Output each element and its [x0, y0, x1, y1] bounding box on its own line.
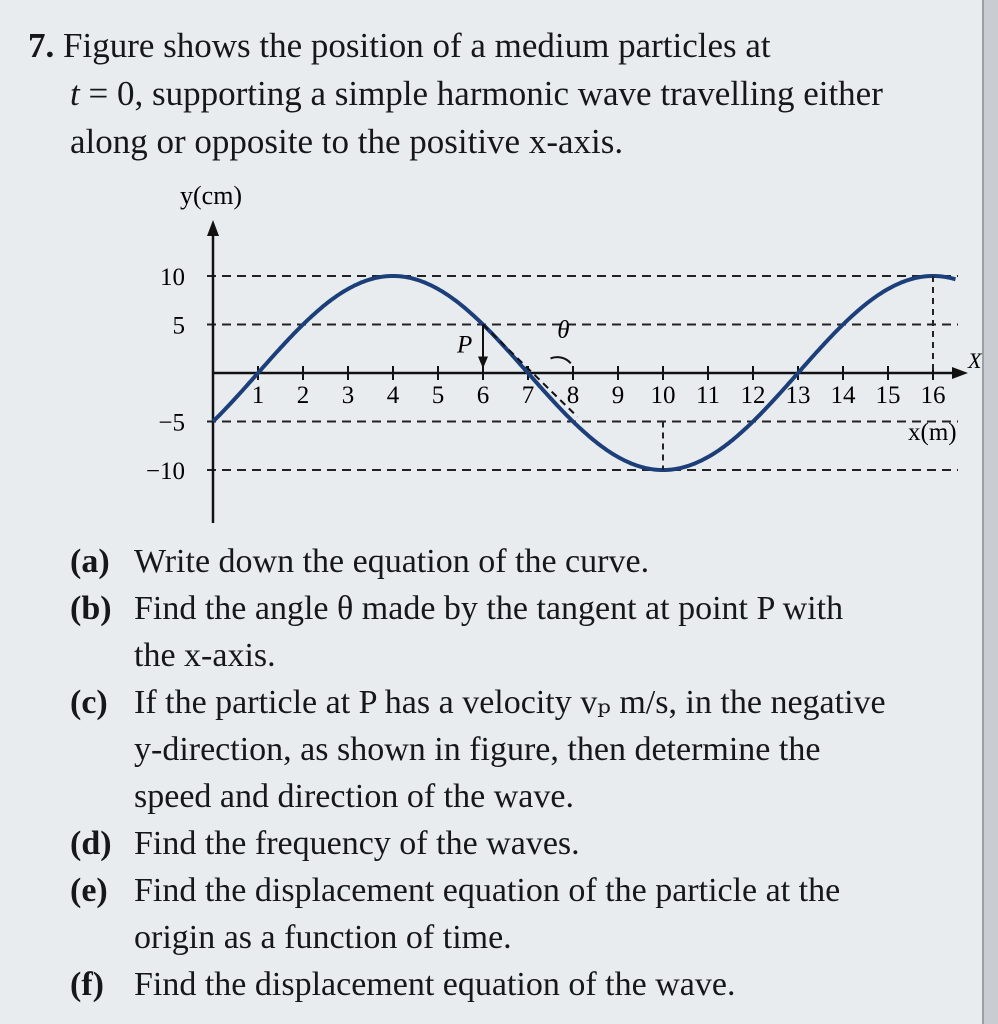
- y-tick-label: −10: [145, 458, 185, 485]
- y-axis-arrow: [207, 220, 219, 236]
- sub-question-label: (e): [70, 872, 108, 909]
- page-edge: [982, 0, 998, 1024]
- sub-question-text: [134, 867, 975, 961]
- sub-questions: [70, 538, 975, 1008]
- x-tick-label: 11: [695, 382, 721, 409]
- sub-question-label: (d): [70, 825, 112, 862]
- x-tick-label: 9: [611, 382, 625, 409]
- x-tick-label: 15: [875, 382, 901, 409]
- point-p-label: P: [457, 331, 473, 359]
- question-line-2: t = 0, supporting a simple harmonic wave travelling either: [70, 74, 883, 113]
- x-tick-label: 6: [476, 382, 490, 409]
- sub-question-line: Write down the equation of the curve.: [134, 543, 650, 580]
- x-tick-label: 2: [296, 382, 310, 409]
- y-tick-label: 5: [172, 312, 185, 340]
- x-tick-label: 12: [740, 382, 766, 409]
- sub-question-text: [134, 820, 975, 867]
- sub-question-line: If the particle at P has a velocity vₚ m/s, in the negative: [134, 684, 886, 721]
- x-tick-label: 13: [785, 382, 811, 409]
- sub-question-text: [134, 585, 975, 679]
- sub-question-line: speed and direction of the wave.: [134, 778, 574, 815]
- question-line-3: along or opposite to the positive x-axis.: [70, 122, 624, 161]
- wave-figure: [130, 178, 982, 530]
- sub-question-label: (a): [70, 543, 110, 580]
- sub-question-line: y-direction, as shown in figure, then determine the: [134, 731, 821, 768]
- sub-question-line: Find the frequency of the waves.: [134, 825, 580, 862]
- sub-question-text: [134, 538, 975, 585]
- sub-question-line: Find the angle θ made by the tangent at point P with: [134, 590, 844, 627]
- x-tick-label: 8: [566, 382, 580, 409]
- sub-question: [70, 585, 975, 679]
- wave-graph: [130, 178, 982, 530]
- sub-question-text: [134, 961, 975, 1008]
- sub-question: [70, 961, 975, 1008]
- sub-question-line: the x-axis.: [134, 637, 276, 674]
- x-tick-label: 10: [650, 382, 676, 409]
- x-axis-end-label: X: [968, 348, 982, 373]
- x-tick-label: 4: [386, 382, 400, 409]
- sub-question-label: (b): [70, 590, 112, 627]
- sub-question: [70, 820, 975, 867]
- x-tick-label: 7: [521, 382, 535, 409]
- x-tick-label: 14: [830, 382, 856, 409]
- question-number: 7.: [28, 26, 55, 65]
- sub-question-line: Find the displacement equation of the wave.: [134, 966, 736, 1003]
- y-axis-label: y(cm): [180, 181, 243, 210]
- sub-question: [70, 538, 975, 585]
- sub-question-label: (f): [70, 966, 104, 1003]
- x-axis-arrow: [952, 367, 968, 379]
- angle-arc: [551, 357, 571, 363]
- sub-question: [70, 867, 975, 961]
- y-tick-label: −5: [158, 409, 185, 437]
- x-tick-label: 3: [341, 382, 355, 409]
- x-axis-label: x(m): [908, 419, 957, 446]
- question-stem: [28, 22, 973, 166]
- sub-question-label: (c): [70, 684, 108, 721]
- x-tick-label: 16: [920, 382, 946, 409]
- sub-question-line: origin as a function of time.: [134, 919, 512, 956]
- x-tick-label: 5: [431, 382, 445, 409]
- sub-question-line: Find the displacement equation of the particle at the: [134, 872, 841, 909]
- x-tick-label: 1: [251, 382, 265, 409]
- velocity-arrowhead: [478, 357, 488, 369]
- sub-question-text: [134, 679, 975, 820]
- sub-question: [70, 679, 975, 820]
- question-line-1: 7. Figure shows the position of a medium particles at: [28, 26, 771, 65]
- y-tick-label: 10: [160, 264, 185, 291]
- angle-theta-label: θ: [557, 317, 570, 345]
